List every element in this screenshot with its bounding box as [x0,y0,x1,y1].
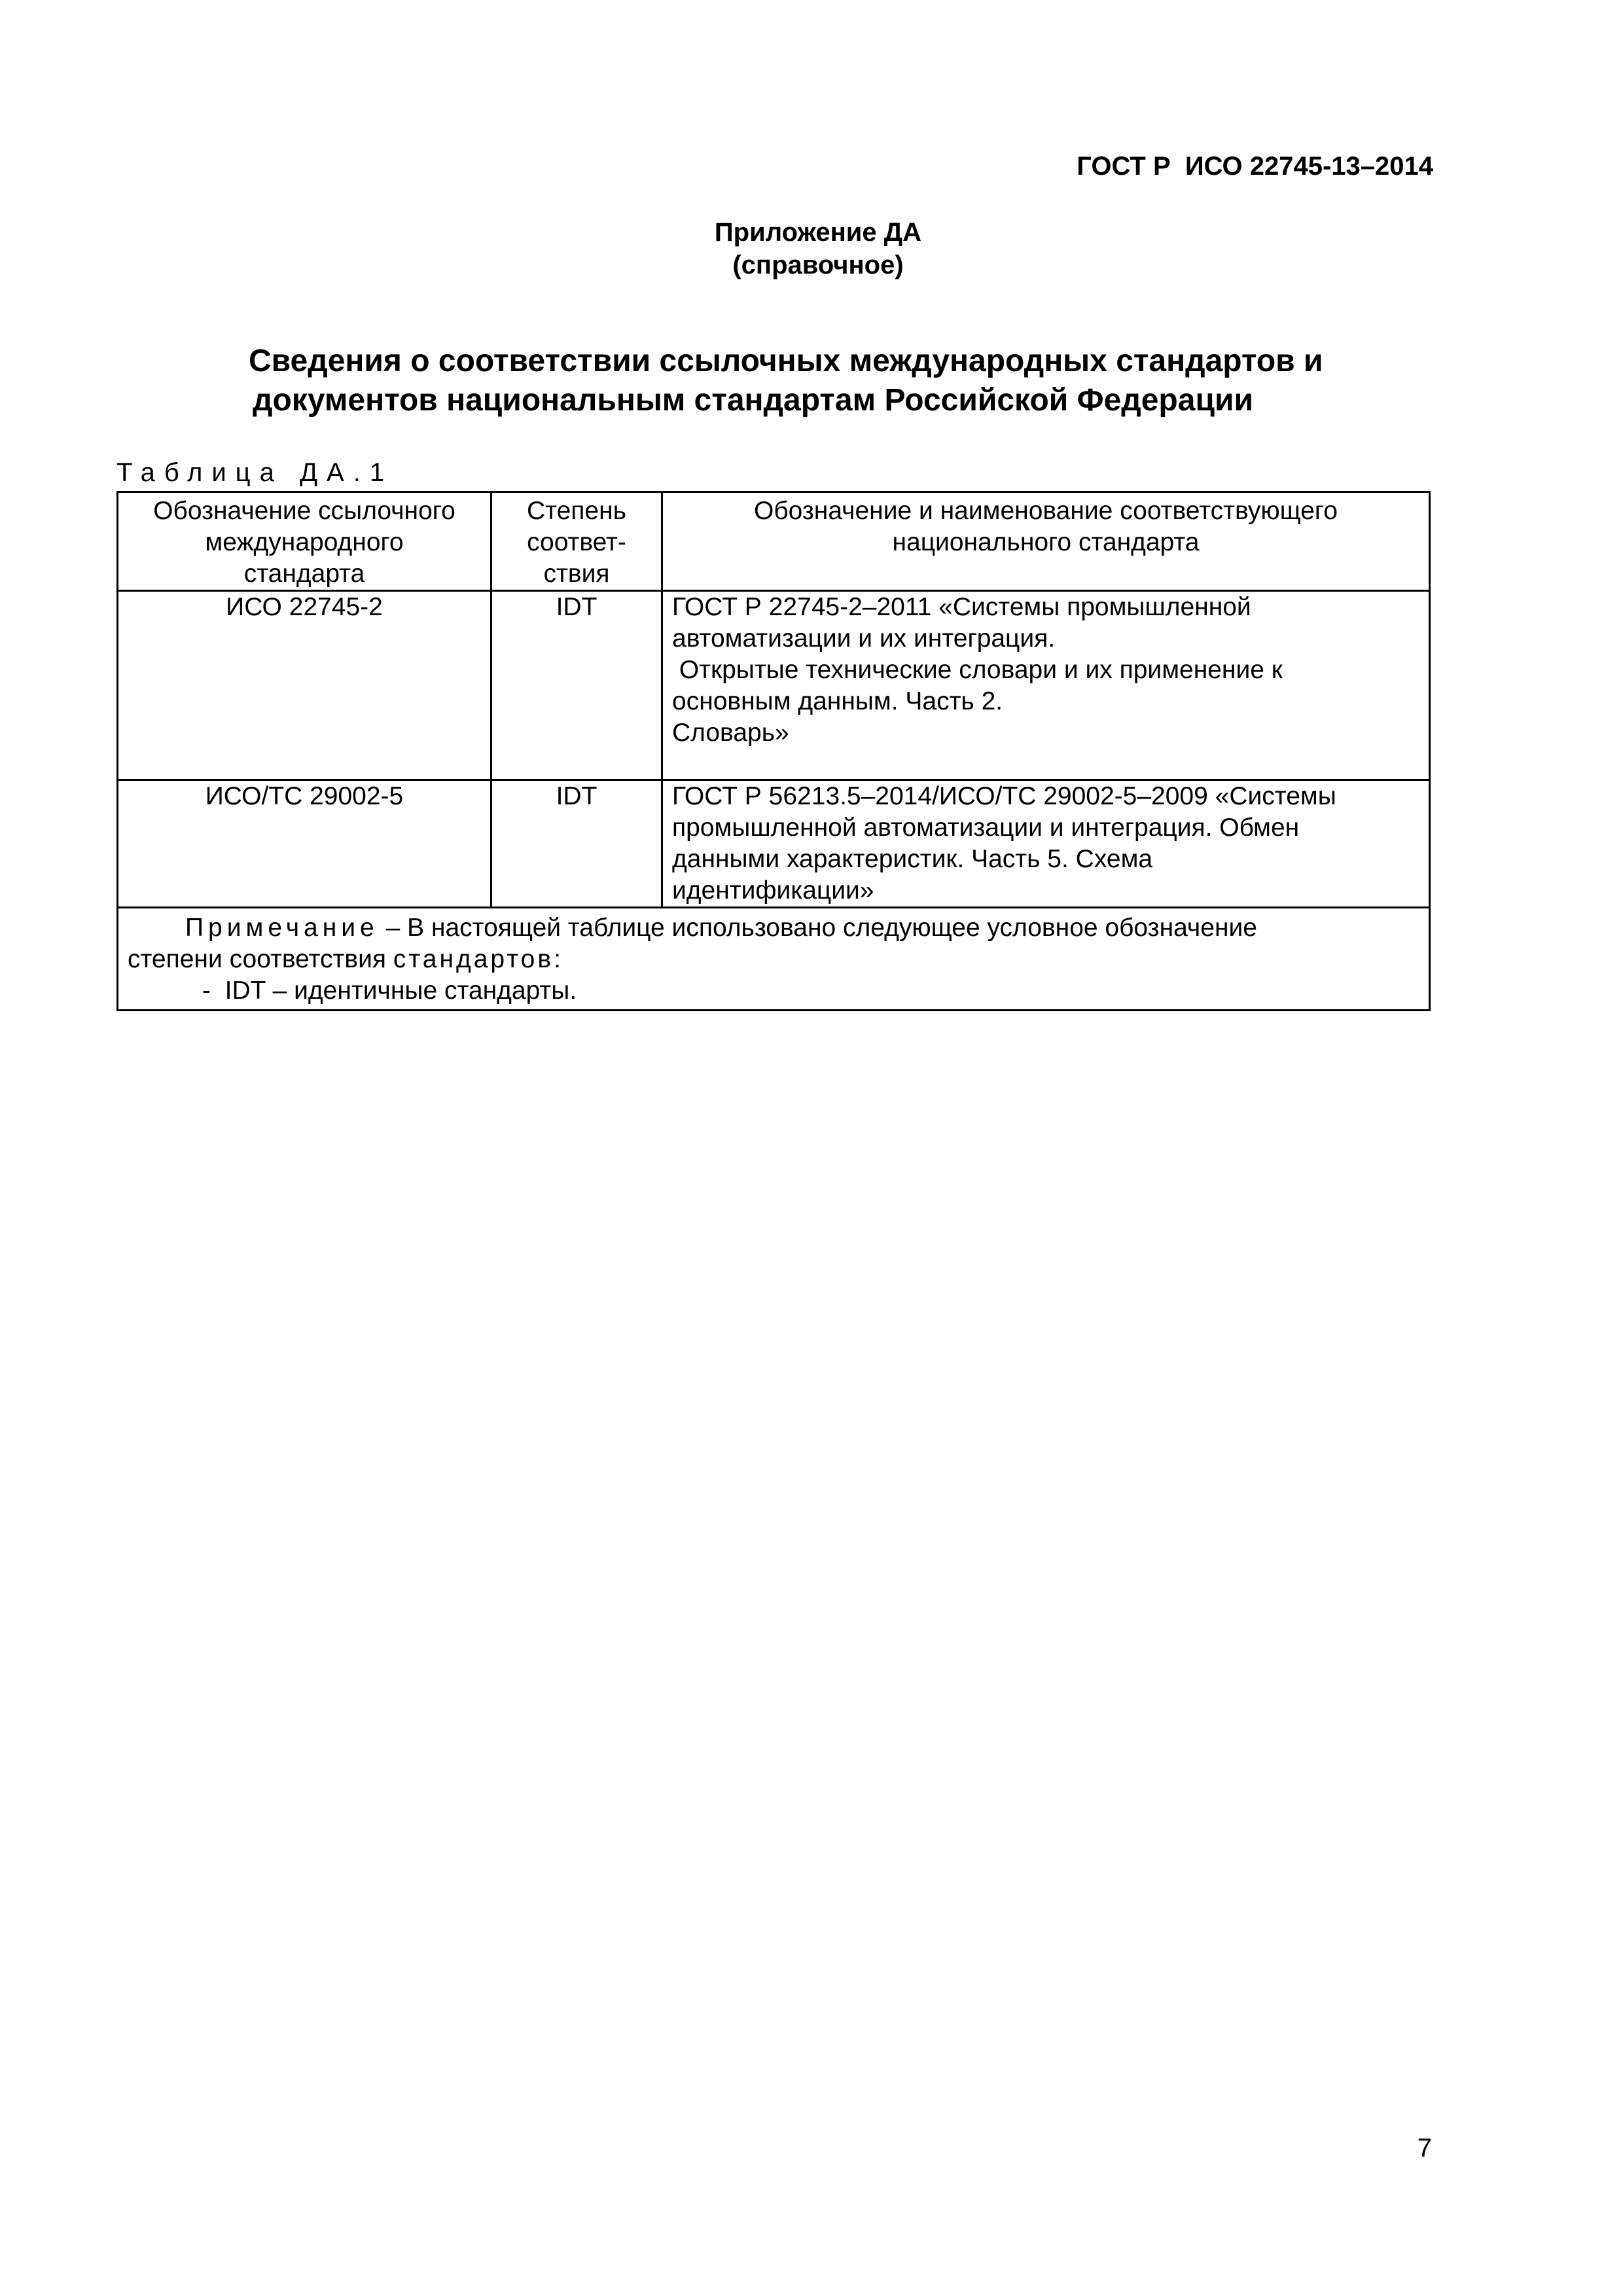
document-title [249,342,1427,420]
appendix-title: Приложение ДА [714,218,922,247]
note-text: – В настоящей таблице использовано следующее условное обозначение [378,914,1257,942]
header-line: соответ- [527,528,626,556]
header-line: стандарта [243,560,365,588]
header-line: Степень [527,497,626,525]
table-caption: Таблица ДА.1 [116,458,394,487]
note-text: стандартов: [393,945,563,973]
header-national-standard [662,492,1430,591]
document-title-line-1: Сведения о соответствии ссылочных международных стандартов и [249,344,1323,378]
cell-degree: IDT [491,591,662,780]
note-line-1 [128,912,1419,944]
cell-national-standard [662,591,1430,780]
appendix-subtitle: (справочное) [732,251,904,279]
national-line: ГОСТ Р 56213.5–2014/ИСО/ТС 29002-5–2009 «Системы [672,782,1336,810]
table-note-row [118,908,1430,1011]
table-row [118,591,1430,780]
header-line: ствия [543,560,610,588]
national-line: промышленной автоматизации и интеграция. Обмен [672,814,1300,842]
header-degree [491,492,662,591]
header-reference-standard [118,492,491,591]
cell-reference-standard: ИСО 22745-2 [118,591,491,780]
page-number: 7 [1417,2134,1432,2162]
document-title-line-2: документов национальным стандартам Российской Федерации [253,383,1253,418]
note-list-item: - IDT – идентичные стандарты. [202,977,577,1005]
header-line: Обозначение и наименование соответствующего [753,497,1338,525]
correspondence-table [116,491,1431,1011]
national-line: Словарь» [672,719,789,747]
note-line-2 [128,944,1419,975]
appendix-heading [0,216,1623,281]
national-line: данными характеристик. Часть 5. Схема [672,845,1153,873]
header-line: национального стандарта [892,528,1200,556]
national-line: Открытые технические словари и их применение к [672,656,1283,684]
header-line: международного [205,528,404,556]
national-line: автоматизации и их интеграция. [672,624,1056,653]
document-code: ГОСТ Р ИСО 22745-13–2014 [1077,152,1433,181]
note-text: степени соответствия [128,945,393,973]
table-header-row [118,492,1430,591]
national-line: ГОСТ Р 22745-2–2011 «Системы промышленной [672,593,1251,621]
national-line: идентификации» [672,876,874,905]
cell-reference-standard: ИСО/ТС 29002-5 [118,780,491,908]
table-note [118,908,1430,1011]
note-label: Примечание [185,914,379,942]
table-row [118,780,1430,908]
cell-degree: IDT [491,780,662,908]
national-line: основным данным. Часть 2. [672,687,1003,715]
cell-national-standard [662,780,1430,908]
header-line: Обозначение ссылочного [153,497,455,525]
